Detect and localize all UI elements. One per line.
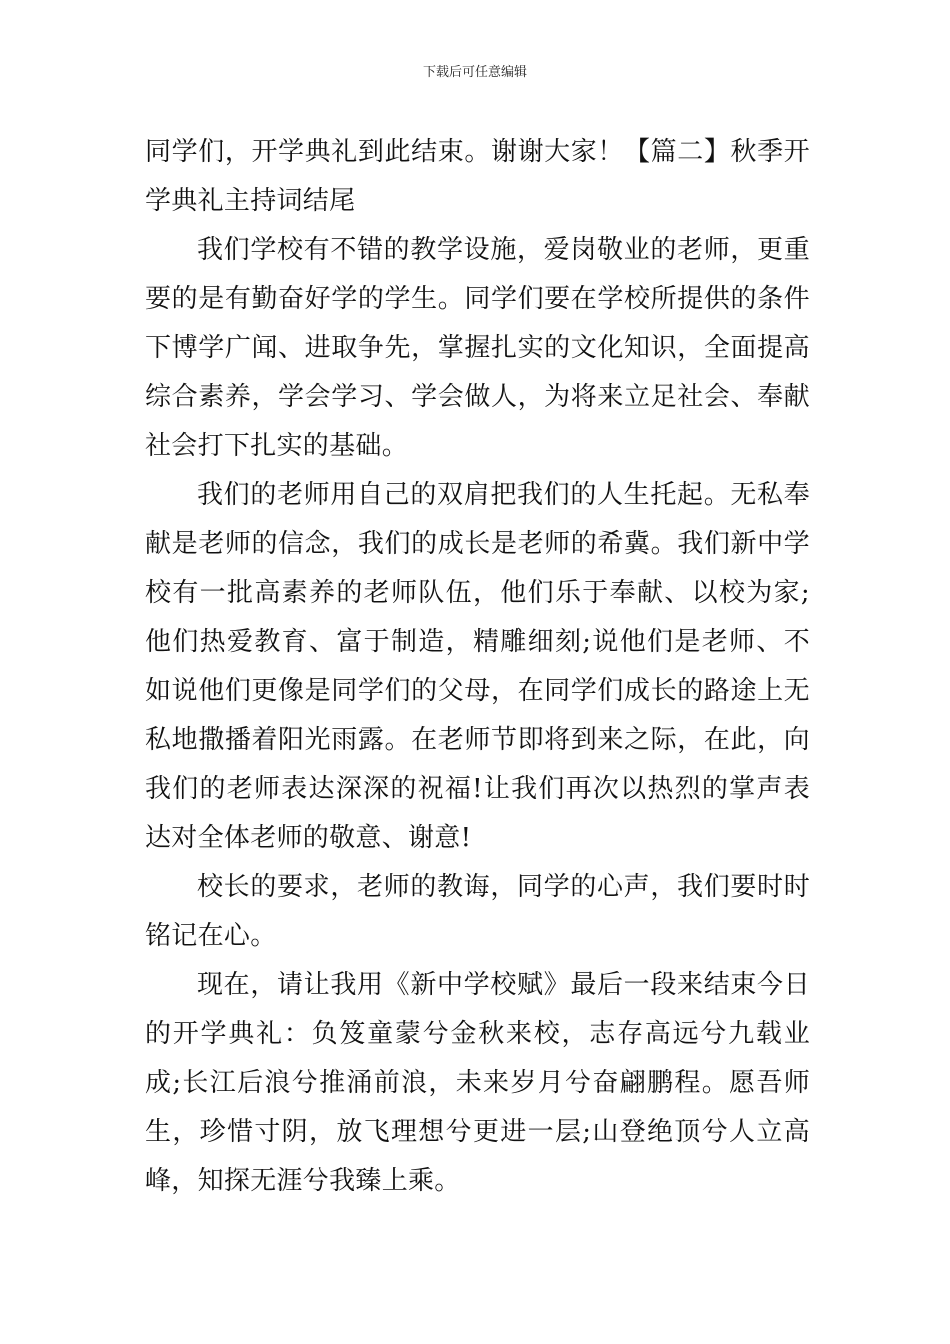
page-header: 下载后可任意编辑	[422, 65, 527, 80]
paragraph-2: 我们学校有不错的教学设施，爱岗敬业的老师，更重要的是有勤奋好学的学生。同学们要在学校所提供的条件下博学广闻、进取争先，掌握扎实的文化知识，全面提高综合素养，学会学习、学会做人，为将来立足社会、奉献社会打下扎实的基础。	[145, 235, 810, 461]
document-body	[145, 128, 810, 1206]
paragraph-3: 我们的老师用自己的双肩把我们的人生托起。无私奉献是老师的信念，我们的成长是老师的希冀。我们新中学校有一批高素养的老师队伍，他们乐于奉献、以校为家;他们热爱教育、富于制造，精雕细刻;说他们是老师、不如说他们更像是同学们的父母，在同学们成长的路途上无私地撒播着阳光雨露。在老师节即将到来之际，在此，向我们的老师表达深深的祝福!让我们再次以热烈的掌声表达对全体老师的敬意、谢意!	[145, 480, 810, 853]
paragraph-4: 校长的要求，老师的教诲，同学的心声，我们要时时铭记在心。	[145, 872, 810, 951]
paragraph-1: 同学们，开学典礼到此结束。谢谢大家！【篇二】秋季开学典礼主持词结尾	[145, 137, 810, 216]
paragraph-5: 现在，请让我用《新中学校赋》最后一段来结束今日的开学典礼：负笈童蒙兮金秋来校，志存高远兮九载业成;长江后浪兮推涌前浪，未来岁月兮奋翩鹏程。愿吾师生，珍惜寸阴，放飞理想兮更进一层;山登绝顶兮人立高峰，知探无涯兮我臻上乘。	[145, 970, 810, 1196]
